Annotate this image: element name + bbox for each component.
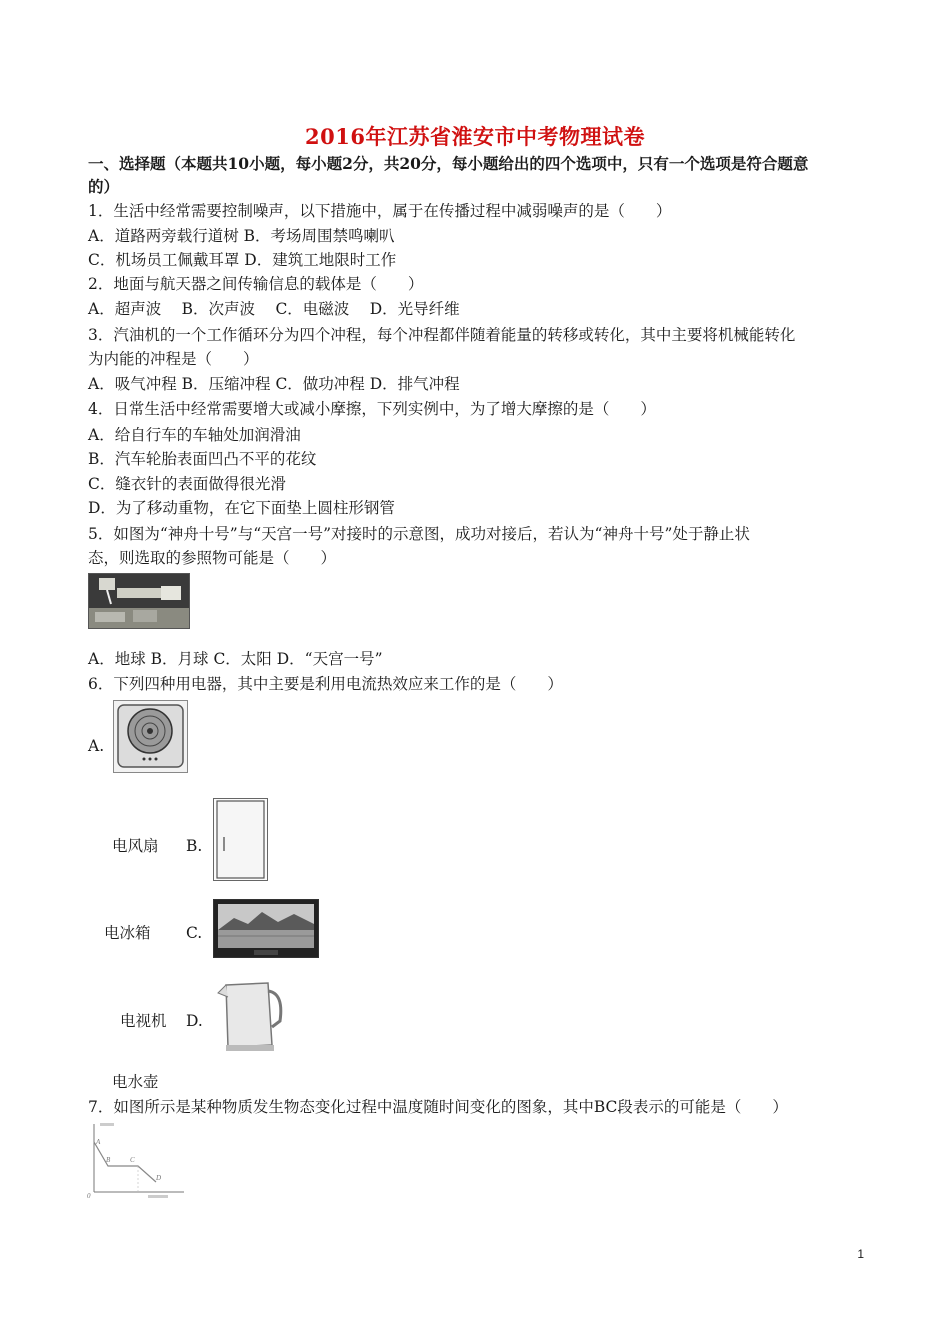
page-title: 2016年江苏省淮安市中考物理试卷 [305, 124, 645, 149]
x-axis-label-mark [148, 1195, 168, 1198]
q1-options-ab: A．道路两旁载行道树 B．考场周围禁鸣喇叭 [88, 227, 395, 245]
q3-stem: 3．汽油机的一个工作循环分为四个冲程，每个冲程都伴随着能量的转移或转化，其中主要将机械能转化 [88, 326, 796, 344]
q6-option-c-name: 电视机 [120, 1012, 167, 1030]
graph-origin: 0 [87, 1192, 91, 1200]
q1-options-cd: C．机场员工佩戴耳罩 D．建筑工地限时工作 [88, 251, 397, 269]
page-number: 1 [857, 1247, 864, 1261]
y-axis-label-mark [100, 1123, 114, 1126]
q4-option-a: A．给自行车的车轴处加润滑油 [88, 426, 301, 444]
q2-stem: 2．地面与航天器之间传输信息的载体是（ ） [88, 275, 424, 293]
q6-option-b-letter: B. [186, 837, 203, 855]
fan-photo [113, 700, 188, 773]
q6-option-d-letter: D. [186, 1012, 203, 1030]
q6-option-a-name: 电风扇 [112, 837, 159, 855]
q3-stem-cont: 为内能的冲程是（ ） [88, 350, 259, 368]
q6-option-d-name: 电水壶 [112, 1073, 159, 1091]
graph-point-c: C [130, 1156, 135, 1164]
fridge-photo [213, 798, 268, 881]
q4-option-d: D．为了移动重物，在它下面垫上圆柱形钢管 [88, 499, 395, 517]
q4-option-b: B．汽车轮胎表面凹凸不平的花纹 [88, 450, 317, 468]
q4-option-c: C．缝衣针的表面做得很光滑 [88, 475, 286, 493]
q7-stem: 7．如图所示是某种物质发生物态变化过程中温度随时间变化的图象，其中BC段表示的可能是（ ） [88, 1098, 788, 1116]
section-heading: 一、选择题（本题共10小题，每小题2分，共20分，每小题给出的四个选项中，只有一个选项是符合题意 [88, 154, 809, 173]
section-heading-cont: 的） [88, 177, 120, 196]
temperature-time-graph [86, 1120, 186, 1202]
q5-options: A．地球 B．月球 C．太阳 D．“天宫一号” [88, 650, 383, 668]
tv-photo [213, 899, 319, 958]
graph-point-a: A [96, 1138, 101, 1146]
kettle-photo [213, 974, 286, 1054]
docking-photo [88, 573, 190, 629]
q5-stem: 5．如图为“神舟十号”与“天宫一号”对接时的示意图，成功对接后，若认为“神舟十号”处于静止状 [88, 525, 750, 543]
q1-stem: 1．生活中经常需要控制噪声，以下措施中，属于在传播过程中减弱噪声的是（ ） [88, 202, 672, 220]
q2-options: A．超声波 B．次声波 C．电磁波 D．光导纤维 [88, 300, 460, 318]
q6-option-b-name: 电冰箱 [104, 924, 151, 942]
q4-stem: 4．日常生活中经常需要增大或减小摩擦，下列实例中，为了增大摩擦的是（ ） [88, 400, 656, 418]
q3-options: A．吸气冲程 B．压缩冲程 C．做功冲程 D．排气冲程 [88, 375, 460, 393]
graph-point-d: D [156, 1174, 162, 1182]
graph-point-b: B [106, 1156, 111, 1164]
q6-option-c-letter: C. [186, 924, 203, 942]
q5-stem-cont: 态，则选取的参照物可能是（ ） [88, 549, 337, 567]
q6-option-a-letter: A. [88, 737, 105, 755]
q6-stem: 6．下列四种用电器，其中主要是利用电流热效应来工作的是（ ） [88, 675, 563, 693]
